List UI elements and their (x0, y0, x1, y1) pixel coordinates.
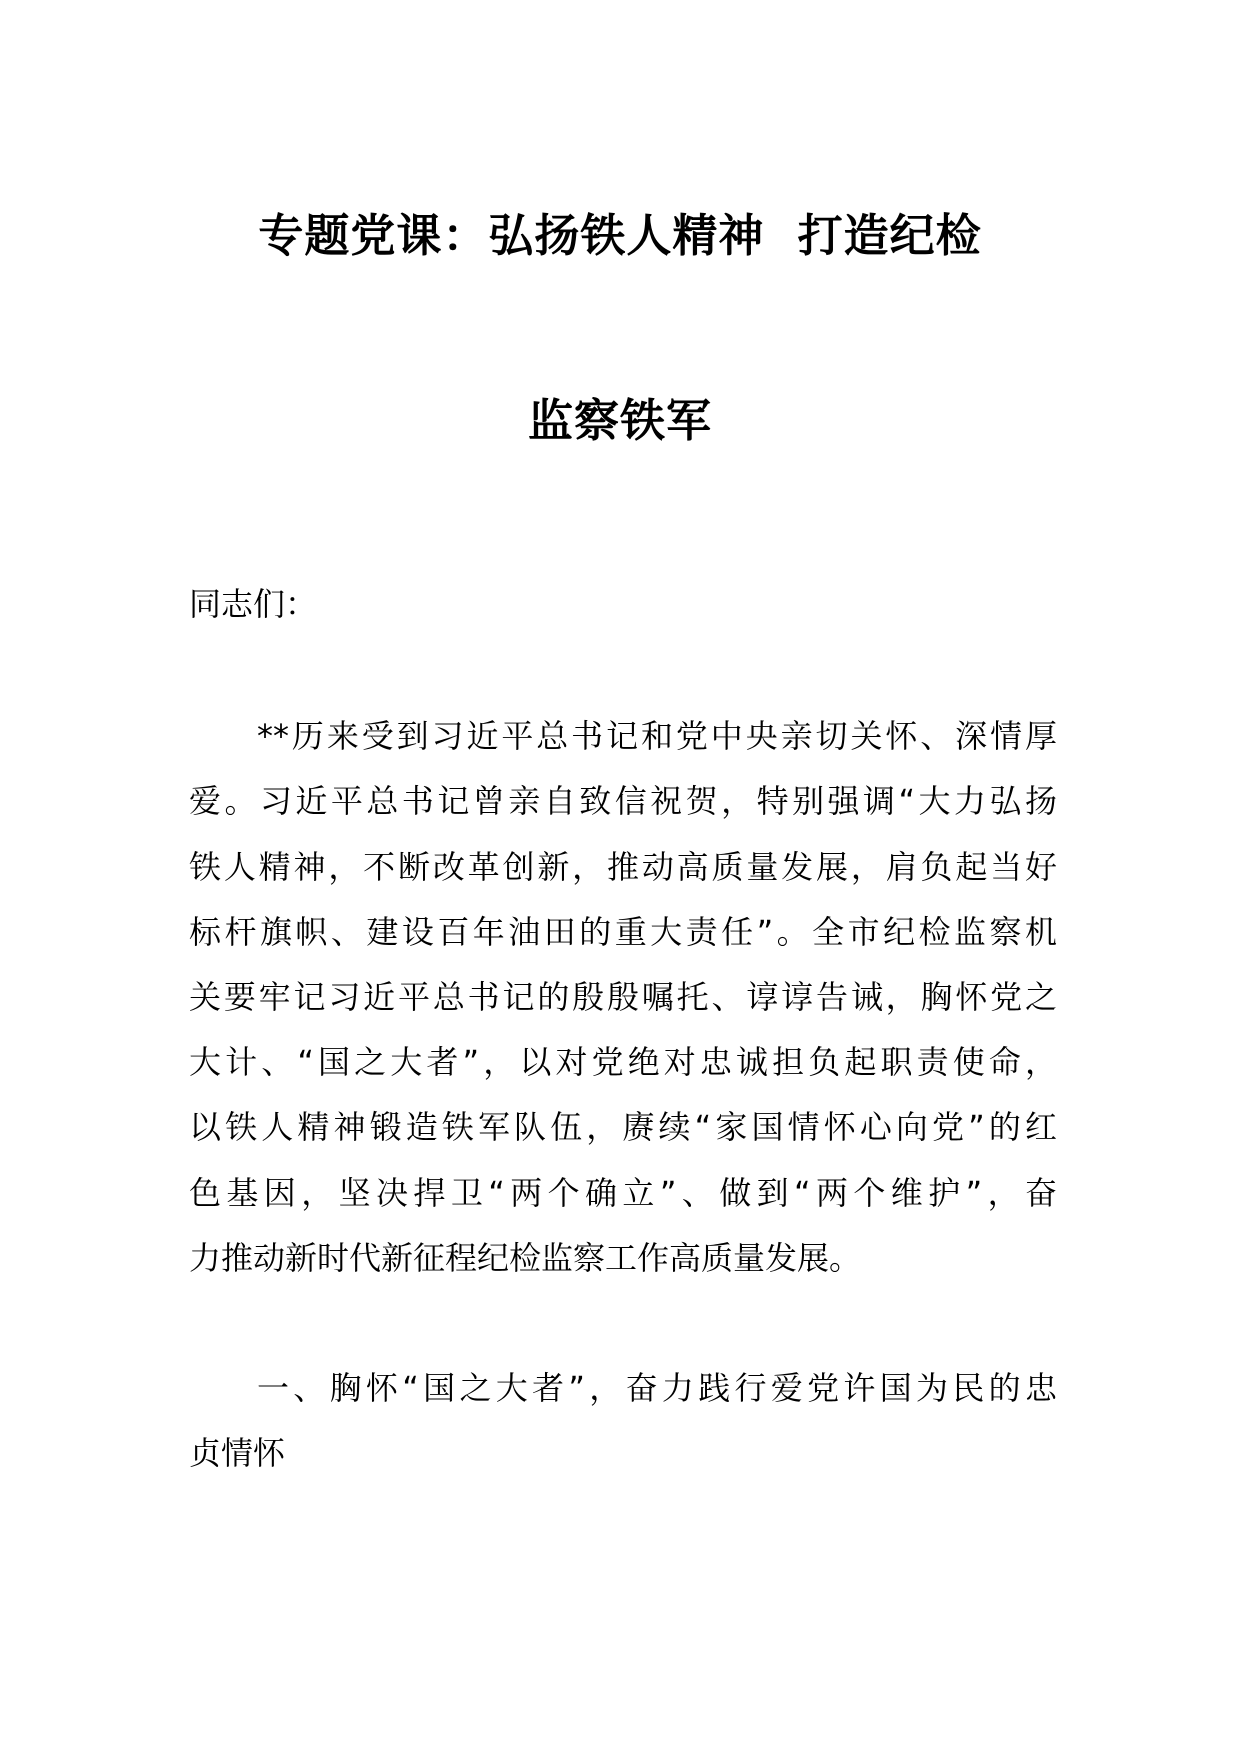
paragraph-line: 以铁人精神锻造铁军队伍，赓续“家国情怀心向党”的红 (189, 1108, 1057, 1146)
paragraph-line: 关要牢记习近平总书记的殷殷嘱托、谆谆告诫，胸怀党之 (189, 978, 1057, 1016)
greeting: 同志们： (189, 585, 318, 623)
document-title-line-1: 专题党课：弘扬铁人精神 打造纪检 (258, 209, 982, 262)
paragraph-line: 爱。习近平总书记曾亲自致信祝贺，特别强调“大力弘扬 (189, 782, 1057, 820)
section-heading-line: 贞情怀 (189, 1434, 286, 1472)
paragraph-line: **历来受到习近平总书记和党中央亲切关怀、深情厚 (257, 717, 1057, 755)
section-heading-line: 一、胸怀“国之大者”，奋力践行爱党许国为民的忠 (257, 1369, 1057, 1407)
paragraph-line: 铁人精神，不断改革创新，推动高质量发展，肩负起当好 (189, 848, 1057, 886)
paragraph-line: 色基因，坚决捍卫“两个确立”、做到“两个维护”，奋 (189, 1174, 1057, 1212)
paragraph-line: 标杆旗帜、建设百年油田的重大责任”。全市纪检监察机 (189, 913, 1057, 951)
paragraph-line: 力推动新时代新征程纪检监察工作高质量发展。 (189, 1239, 862, 1277)
paragraph-line: 大计、“国之大者”，以对党绝对忠诚担负起职责使命， (189, 1043, 1057, 1081)
document-title-line-2: 监察铁军 (527, 394, 712, 447)
